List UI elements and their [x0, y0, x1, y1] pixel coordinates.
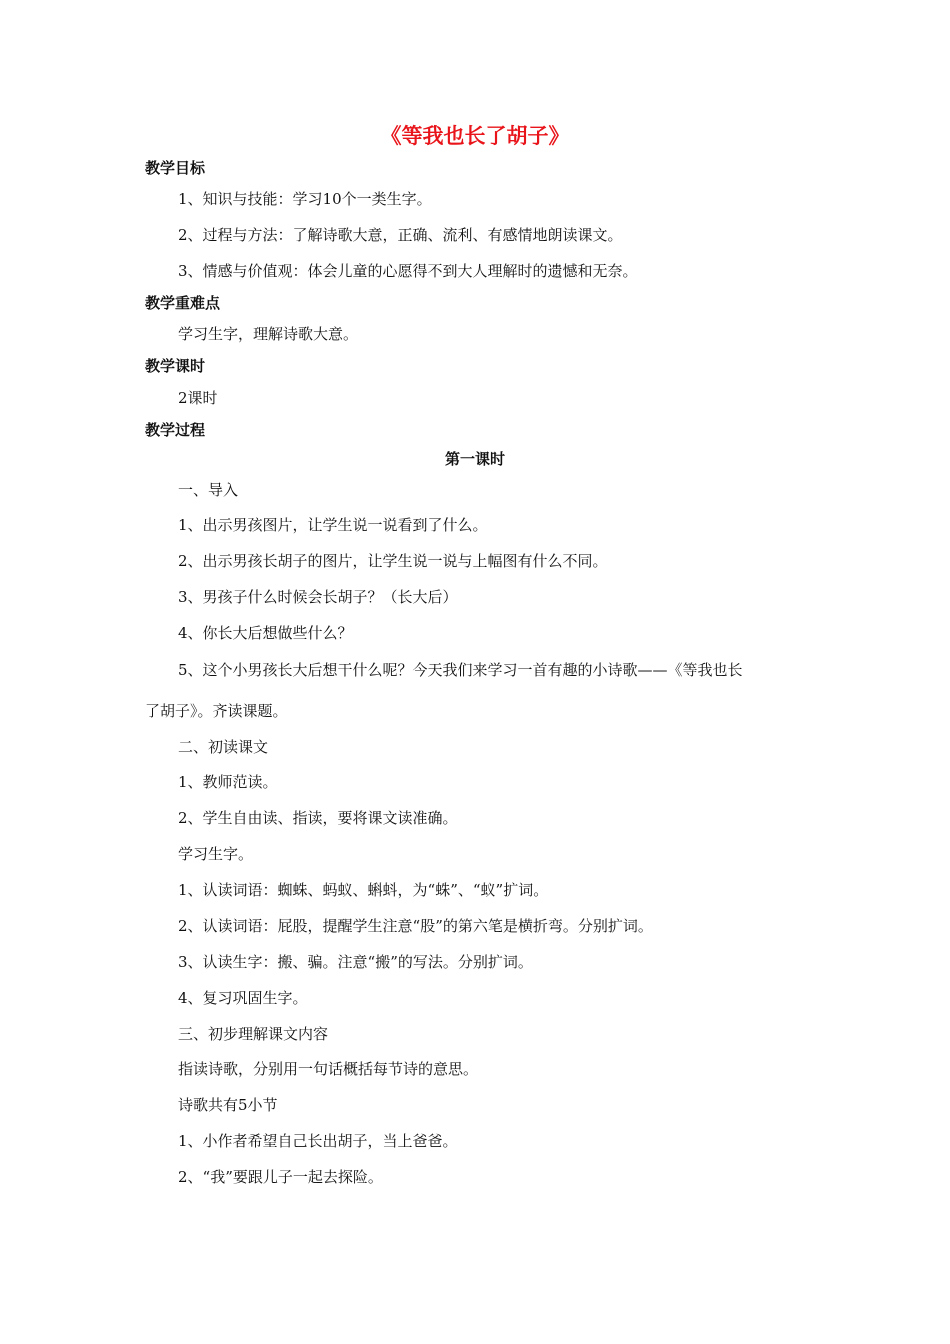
document-title: 《等我也长了胡子》: [380, 124, 570, 148]
process-line: 指读诗歌，分别用一句话概括每节诗的意思。: [178, 1060, 479, 1078]
process-line-continued: 了胡子》。齐读课题。: [145, 702, 288, 720]
process-line: 2、“我”要跟儿子一起去探险。: [178, 1168, 383, 1186]
process-line: 学习生字。: [178, 845, 254, 863]
goal-item-1: 1、知识与技能：学习10个一类生字。: [178, 190, 432, 208]
key-points-text: 学习生字，理解诗歌大意。: [178, 325, 359, 343]
process-line: 三、初步理解课文内容: [178, 1025, 329, 1043]
hours-text: 2课时: [178, 389, 218, 407]
process-line: 2、学生自由读、指读，要将课文读准确。: [178, 809, 458, 827]
goal-item-3: 3、情感与价值观：体会儿童的心愿得不到大人理解时的遗憾和无奈。: [178, 262, 638, 280]
section-heading-process: 教学过程: [145, 421, 206, 439]
process-line: 二、初读课文: [178, 738, 269, 756]
process-line: 2、出示男孩长胡子的图片，让学生说一说与上幅图有什么不同。: [178, 552, 608, 570]
process-line: 3、认读生字：搬、骗。注意“搬”的写法。分别扩词。: [178, 953, 533, 971]
process-line: 4、复习巩固生字。: [178, 989, 308, 1007]
section-heading-hours: 教学课时: [145, 357, 206, 375]
process-line: 诗歌共有5小节: [178, 1096, 278, 1114]
process-line: 3、男孩子什么时候会长胡子？（长大后）: [178, 588, 458, 606]
process-line: 一、导入: [178, 481, 239, 499]
goal-item-2: 2、过程与方法：了解诗歌大意，正确、流利、有感情地朗读课文。: [178, 226, 623, 244]
process-line: 1、认读词语：蜘蛛、蚂蚁、蝌蚪，为“蛛”、“蚁”扩词。: [178, 881, 549, 899]
process-line: 4、你长大后想做些什么？: [178, 624, 353, 642]
section-heading-key-points: 教学重难点: [145, 294, 221, 312]
process-line: 1、出示男孩图片，让学生说一说看到了什么。: [178, 516, 488, 534]
process-line: 1、小作者希望自己长出胡子，当上爸爸。: [178, 1132, 458, 1150]
process-line: 2、认读词语：屁股，提醒学生注意“股”的第六笔是横折弯。分别扩词。: [178, 917, 653, 935]
section-heading-goals: 教学目标: [145, 159, 206, 177]
process-line: 5、这个小男孩长大后想干什么呢？今天我们来学习一首有趣的小诗歌——《等我也长: [178, 661, 743, 679]
lesson-title: 第一课时: [444, 450, 505, 468]
process-line: 1、教师范读。: [178, 773, 278, 791]
